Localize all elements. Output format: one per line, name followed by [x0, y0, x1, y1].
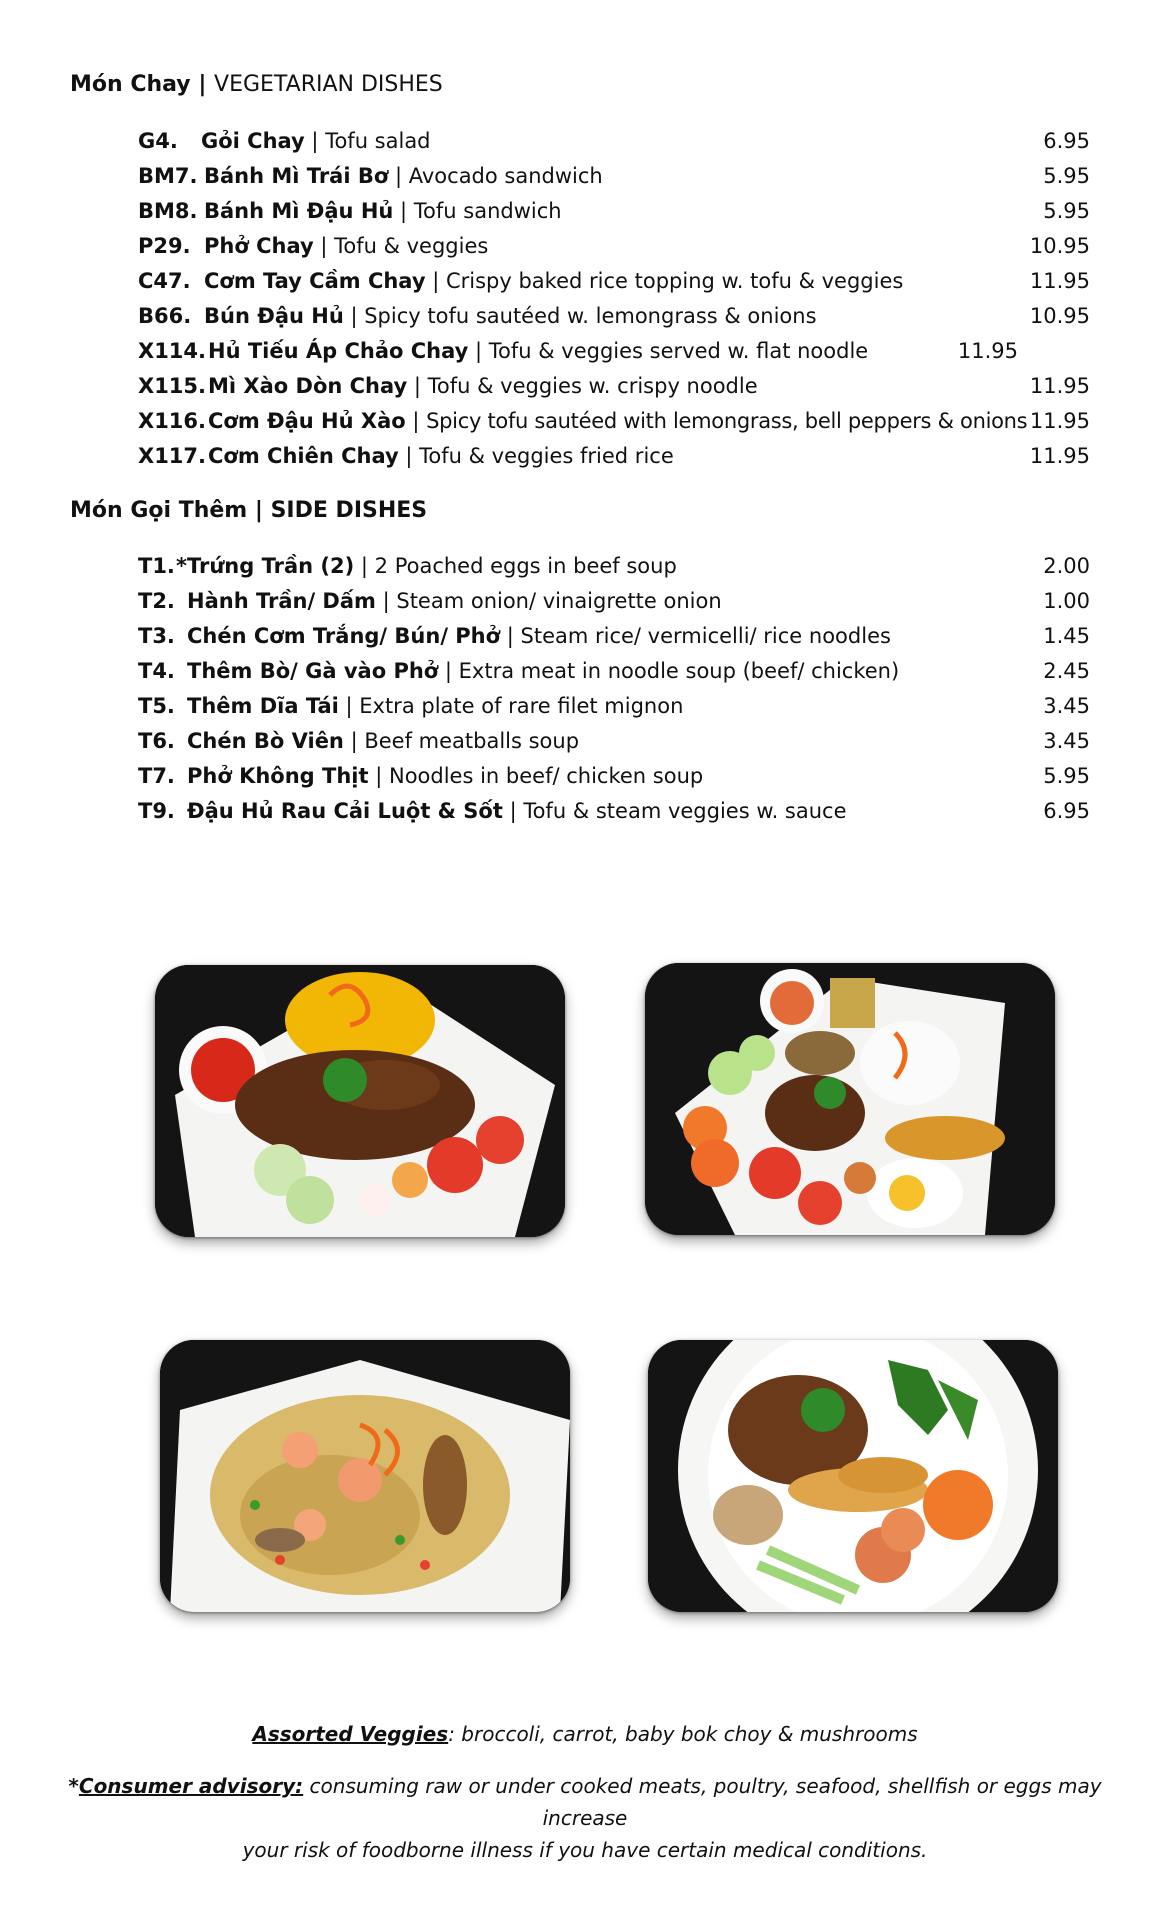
item-desc: Tofu & veggies — [334, 234, 489, 258]
item-price: 3.45 — [1043, 694, 1090, 718]
item-price: 2.45 — [1043, 659, 1090, 683]
menu-item: BM7. Bánh Mì Trái Bơ | Avocado sandwich 5.95 — [138, 159, 1090, 193]
item-desc: Tofu sandwich — [413, 199, 562, 223]
assorted-veggies-note — [60, 1718, 1110, 1750]
combo-plate-rice-egg-photo — [645, 963, 1055, 1235]
advisory-label: Consumer advisory: — [78, 1774, 304, 1798]
vegetarian-title-en: VEGETARIAN DISHES — [214, 72, 443, 97]
veggies-label: Assorted Veggies — [252, 1722, 449, 1746]
item-code: X115. — [138, 374, 207, 398]
vermicelli-bowl-illustration — [648, 1340, 1058, 1612]
item-price: 11.95 — [1029, 374, 1090, 398]
fried-rice-shrimp-photo — [160, 1340, 570, 1612]
item-code: X116. — [138, 409, 207, 433]
item-price: 10.95 — [1029, 234, 1090, 258]
item-desc: Extra meat in noodle soup (beef/ chicken) — [458, 659, 900, 683]
item-price: 1.45 — [1043, 624, 1090, 648]
item-name: Bánh Mì Trái Bơ — [204, 164, 389, 188]
item-name: Cơm Đậu Hủ Xào — [208, 409, 406, 433]
item-code: T7. — [138, 764, 175, 788]
item-price: 11.95 — [1029, 269, 1090, 293]
item-name: Hủ Tiếu Áp Chảo Chay — [208, 339, 469, 363]
item-desc: Steam rice/ vermicelli/ rice noodles — [520, 624, 891, 648]
item-price: 1.00 — [1043, 589, 1090, 613]
menu-item: T9. Đậu Hủ Rau Cải Luột & Sốt | Tofu & steam veggies w. sauce 6.95 — [138, 794, 1090, 828]
item-price: 11.95 — [957, 339, 1018, 363]
item-desc: Noodles in beef/ chicken soup — [388, 764, 704, 788]
item-code: B66. — [138, 304, 192, 328]
item-desc: Extra plate of rare filet mignon — [359, 694, 684, 718]
item-name: Cơm Chiên Chay — [208, 444, 399, 468]
item-code: T3. — [138, 624, 175, 648]
menu-item: T3. Chén Cơm Trắng/ Bún/ Phở | Steam rice/ vermicelli/ rice noodles 1.45 — [138, 619, 1090, 653]
item-code: BM8. — [138, 199, 198, 223]
side-title-vi: Món Gọi Thêm — [70, 498, 248, 523]
item-code: T6. — [138, 729, 175, 753]
advisory-star: * — [68, 1774, 79, 1798]
item-price: 10.95 — [1029, 304, 1090, 328]
menu-item: T6. Chén Bò Viên | Beef meatballs soup 3.45 — [138, 724, 1090, 758]
item-price: 3.45 — [1043, 729, 1090, 753]
menu-item: T2. Hành Trần/ Dấm | Steam onion/ vinaigrette onion 1.00 — [138, 584, 1090, 618]
item-code: X114. — [138, 339, 207, 363]
consumer-advisory-note — [60, 1770, 1110, 1866]
menu-item: P29. Phở Chay | Tofu & veggies 10.95 — [138, 229, 1090, 263]
title-separator: | — [247, 498, 271, 523]
menu-item: T7. Phở Không Thịt | Noodles in beef/ chicken soup 5.95 — [138, 759, 1090, 793]
item-name: Hành Trần/ Dấm — [187, 589, 376, 613]
item-code: T2. — [138, 589, 175, 613]
item-name: Thêm Dĩa Tái — [187, 694, 339, 718]
item-name: Phở Không Thịt — [187, 764, 369, 788]
item-desc: Tofu salad — [325, 129, 431, 153]
item-name: Phở Chay — [204, 234, 314, 258]
menu-item: X115.Mì Xào Dòn Chay | Tofu & veggies w. crispy noodle 11.95 — [138, 369, 1090, 403]
item-price: 5.95 — [1043, 164, 1090, 188]
advisory-line2: your risk of foodborne illness if you have certain medical conditions. — [242, 1838, 928, 1862]
title-separator: | — [190, 72, 215, 97]
menu-item: T5. Thêm Dĩa Tái | Extra plate of rare filet mignon 3.45 — [138, 689, 1090, 723]
item-code: X117. — [138, 444, 207, 468]
rice-plate-grilled-beef-photo — [155, 965, 565, 1237]
item-desc: Tofu & veggies w. crispy noodle — [427, 374, 758, 398]
item-desc: Steam onion/ vinaigrette onion — [396, 589, 722, 613]
item-price: 5.95 — [1043, 199, 1090, 223]
item-desc: Avocado sandwich — [408, 164, 603, 188]
veggies-text: : broccoli, carrot, baby bok choy & mushrooms — [448, 1722, 918, 1746]
item-desc: Tofu & veggies served w. flat noodle — [488, 339, 869, 363]
item-name: Gỏi Chay — [201, 129, 305, 153]
menu-item: G4. Gỏi Chay | Tofu salad 6.95 — [138, 124, 1090, 158]
menu-item: B66. Bún Đậu Hủ | Spicy tofu sautéed w. lemongrass & onions 10.95 — [138, 299, 1090, 333]
advisory-line1: consuming raw or under cooked meats, poultry, seafood, shellfish or eggs may increase — [303, 1774, 1102, 1830]
item-price: 6.95 — [1043, 799, 1090, 823]
item-desc: Spicy tofu sautéed w. lemongrass & onions — [364, 304, 817, 328]
item-name: Bánh Mì Đậu Hủ — [204, 199, 394, 223]
item-price: 2.00 — [1043, 554, 1090, 578]
item-name: Thêm Bò/ Gà vào Phở — [187, 659, 439, 683]
side-title-en: SIDE DISHES — [270, 498, 428, 523]
item-code: T1. — [138, 554, 175, 578]
vermicelli-bowl-eggroll-photo — [648, 1340, 1058, 1612]
item-name: Chén Cơm Trắng/ Bún/ Phở — [187, 624, 501, 648]
menu-item: T1.*Trứng Trần (2) | 2 Poached eggs in beef soup 2.00 — [138, 549, 1090, 583]
item-desc: Tofu & veggies fried rice — [419, 444, 674, 468]
item-code: C47. — [138, 269, 191, 293]
side-section-title — [70, 497, 427, 525]
item-name: Đậu Hủ Rau Cải Luột & Sốt — [187, 799, 503, 823]
vegetarian-title-vi: Món Chay — [70, 72, 191, 97]
item-code: T9. — [138, 799, 175, 823]
menu-item: X116.Cơm Đậu Hủ Xào | Spicy tofu sautéed with lemongrass, bell peppers & onions 11.95 — [138, 404, 1090, 438]
menu-item: BM8. Bánh Mì Đậu Hủ | Tofu sandwich 5.95 — [138, 194, 1090, 228]
fried-rice-illustration — [160, 1340, 570, 1612]
menu-item: X114.Hủ Tiếu Áp Chảo Chay | Tofu & veggies served w. flat noodle 11.95 — [138, 334, 1090, 368]
item-code: P29. — [138, 234, 191, 258]
item-price: 11.95 — [1029, 444, 1090, 468]
item-code: G4. — [138, 129, 178, 153]
item-price: 11.95 — [1029, 409, 1090, 433]
item-desc: Tofu & steam veggies w. sauce — [523, 799, 847, 823]
item-price: 5.95 — [1043, 764, 1090, 788]
item-desc: 2 Poached eggs in beef soup — [374, 554, 677, 578]
item-name: Mì Xào Dòn Chay — [208, 374, 408, 398]
item-code: T4. — [138, 659, 175, 683]
item-code: BM7. — [138, 164, 198, 188]
item-name: Bún Đậu Hủ — [204, 304, 344, 328]
item-desc: Spicy tofu sautéed with lemongrass, bell peppers & onions — [426, 409, 1028, 433]
item-desc: Crispy baked rice topping w. tofu & veggies — [445, 269, 904, 293]
item-code: T5. — [138, 694, 175, 718]
item-price: 6.95 — [1043, 129, 1090, 153]
combo-plate-illustration — [645, 963, 1055, 1235]
menu-item: T4. Thêm Bò/ Gà vào Phở | Extra meat in noodle soup (beef/ chicken) 2.45 — [138, 654, 1090, 688]
item-desc: Beef meatballs soup — [364, 729, 580, 753]
item-name: *Trứng Trần (2) — [176, 554, 355, 578]
menu-item: C47. Cơm Tay Cầm Chay | Crispy baked rice topping w. tofu & veggies 11.95 — [138, 264, 1090, 298]
vegetarian-section-title — [70, 71, 443, 99]
menu-item: X117.Cơm Chiên Chay | Tofu & veggies fried rice 11.95 — [138, 439, 1090, 473]
item-name: Cơm Tay Cầm Chay — [204, 269, 426, 293]
rice-plate-illustration — [155, 965, 565, 1237]
item-name: Chén Bò Viên — [187, 729, 344, 753]
